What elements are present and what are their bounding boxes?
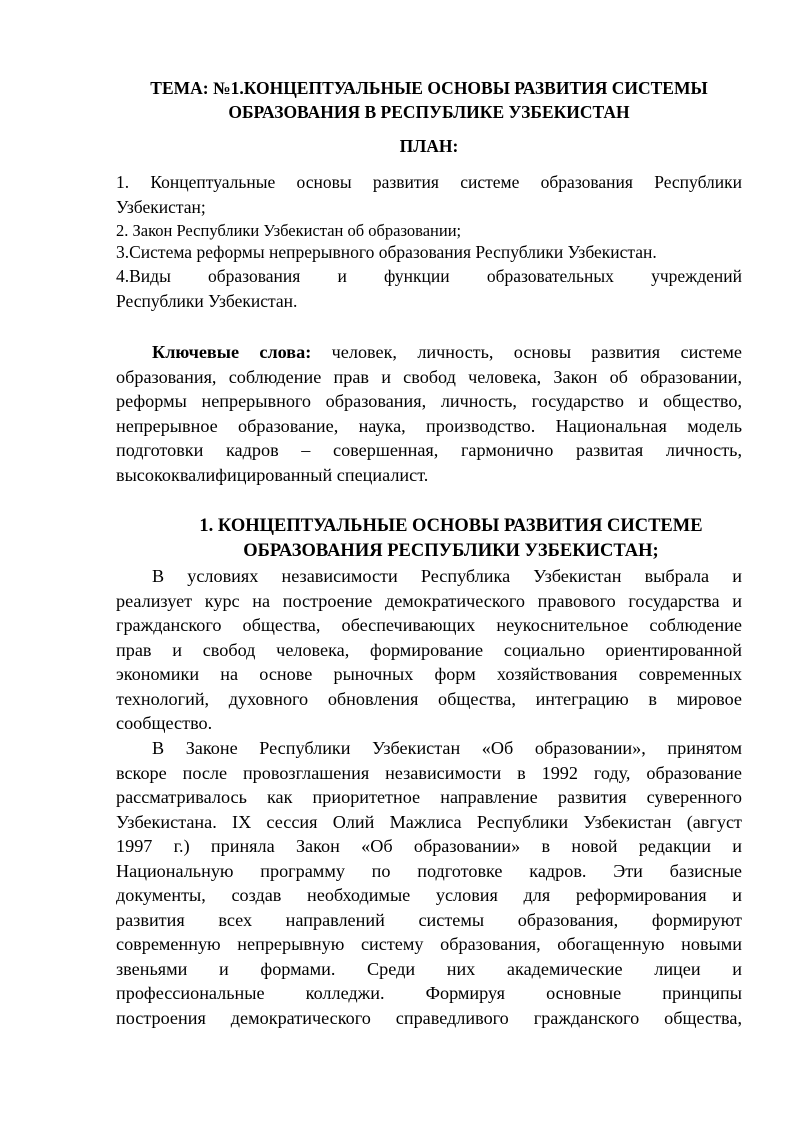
paragraph-2-line-1: В Законе Республики Узбекистан «Об образовании», принятом [152,738,742,758]
paragraph-2-line-10: звеньями и формами. Среди них академические лицеи и [116,958,742,979]
paragraph-2-line-2: вскоре после провозглашения независимости в 1992 году, образование [116,762,742,783]
keywords-paragraph [116,340,742,487]
paragraph-1 [116,564,742,736]
paragraph-1-line-6: технологий, духовного обновления общества, интеграцию в мировое [116,688,742,709]
plan-item-4-line-1: 4.Виды образования и функции образовательных учреждений [116,266,742,286]
paragraph-2-line-9: современную непрерывную систему образования, обогащенную новыми [116,934,742,954]
plan-item-4-line-2: Республики Узбекистан. [116,291,298,311]
keywords-line-1 [116,340,742,365]
keywords-label: Ключевые слова: [152,342,312,362]
paragraph-2 [116,736,742,1030]
keywords-line-6: высококвалифицированный специалист. [116,464,429,485]
plan-title: ПЛАН: [399,136,459,156]
keywords-line-4: непрерывное образование, наука, производство. Национальная модель [116,415,742,436]
paragraph-1-line-4: прав и свобод человека, формирование социально ориентированной [116,639,742,660]
paragraph-2-line-6: Национальную программу по подготовке кадров. Эти базисные [116,860,742,881]
plan-item-1 [116,170,742,220]
topic-heading-line-1: ТЕМА: №1.КОНЦЕПТУАЛЬНЫЕ ОСНОВЫ РАЗВИТИЯ СИСТЕМЫ [150,78,708,98]
section-heading [116,514,742,564]
paragraph-2-line-4: Узбекистана. IX сессия Олий Мажлиса Республики Узбекистан (август [116,811,742,832]
paragraph-2-line-3: рассматривалось как приоритетное направление развития суверенного [116,787,742,807]
plan-item-4 [116,264,742,314]
plan-item-3-line-1: 3.Система реформы непрерывного образования Республики Узбекистан. [116,242,657,262]
section-heading-line-1: 1. КОНЦЕПТУАЛЬНЫЕ ОСНОВЫ РАЗВИТИЯ СИСТЕМЕ [199,516,703,536]
plan-item-1-line-1: 1. Концептуальные основы развития системе образования Республики [116,172,742,192]
paragraph-1-line-7: сообщество. [116,713,213,733]
keywords-line-5: подготовки кадров – совершенная, гармонично развитая личность, [116,440,742,460]
plan-item-2-line-1: 2. Закон Республики Узбекистан об образовании; [116,221,462,240]
paragraph-1-line-3: гражданского общества, обеспечивающих неукоснительное соблюдение [116,615,742,635]
paragraph-1-line-2: реализует курс на построение демократического правового государства и [116,590,742,611]
plan-item-1-line-2: Узбекистан; [116,197,206,217]
paragraph-2-line-8: развития всех направлений системы образования, формируют [116,909,742,930]
topic-heading [116,76,742,124]
paragraph-2-line-5: 1997 г.) приняла Закон «Об образовании» в новой редакции и [116,836,742,856]
keywords-line-3: реформы непрерывного образования, личность, государство и общество, [116,391,742,411]
paragraph-2-line-12: построения демократического справедливого гражданского общества, [116,1007,742,1028]
paragraph-1-line-5: экономики на основе рыночных форм хозяйствования современных [116,664,742,684]
keywords-text-1: человек, личность, основы развития системе [311,342,742,362]
plan-item-3 [116,240,742,265]
keywords-line-2: образования, соблюдение прав и свобод человека, Закон об образовании, [116,366,742,387]
paragraph-1-line-1: В условиях независимости Республика Узбекистан выбрала и [152,566,742,586]
topic-heading-line-2: ОБРАЗОВАНИЯ В РЕСПУБЛИКЕ УЗБЕКИСТАН [228,102,630,122]
paragraph-2-line-7: документы, создав необходимые условия для реформирования и [116,885,742,905]
paragraph-2-line-11: профессиональные колледжи. Формируя основные принципы [116,983,742,1003]
section-heading-line-2: ОБРАЗОВАНИЯ РЕСПУБЛИКИ УЗБЕКИСТАН; [243,541,659,561]
